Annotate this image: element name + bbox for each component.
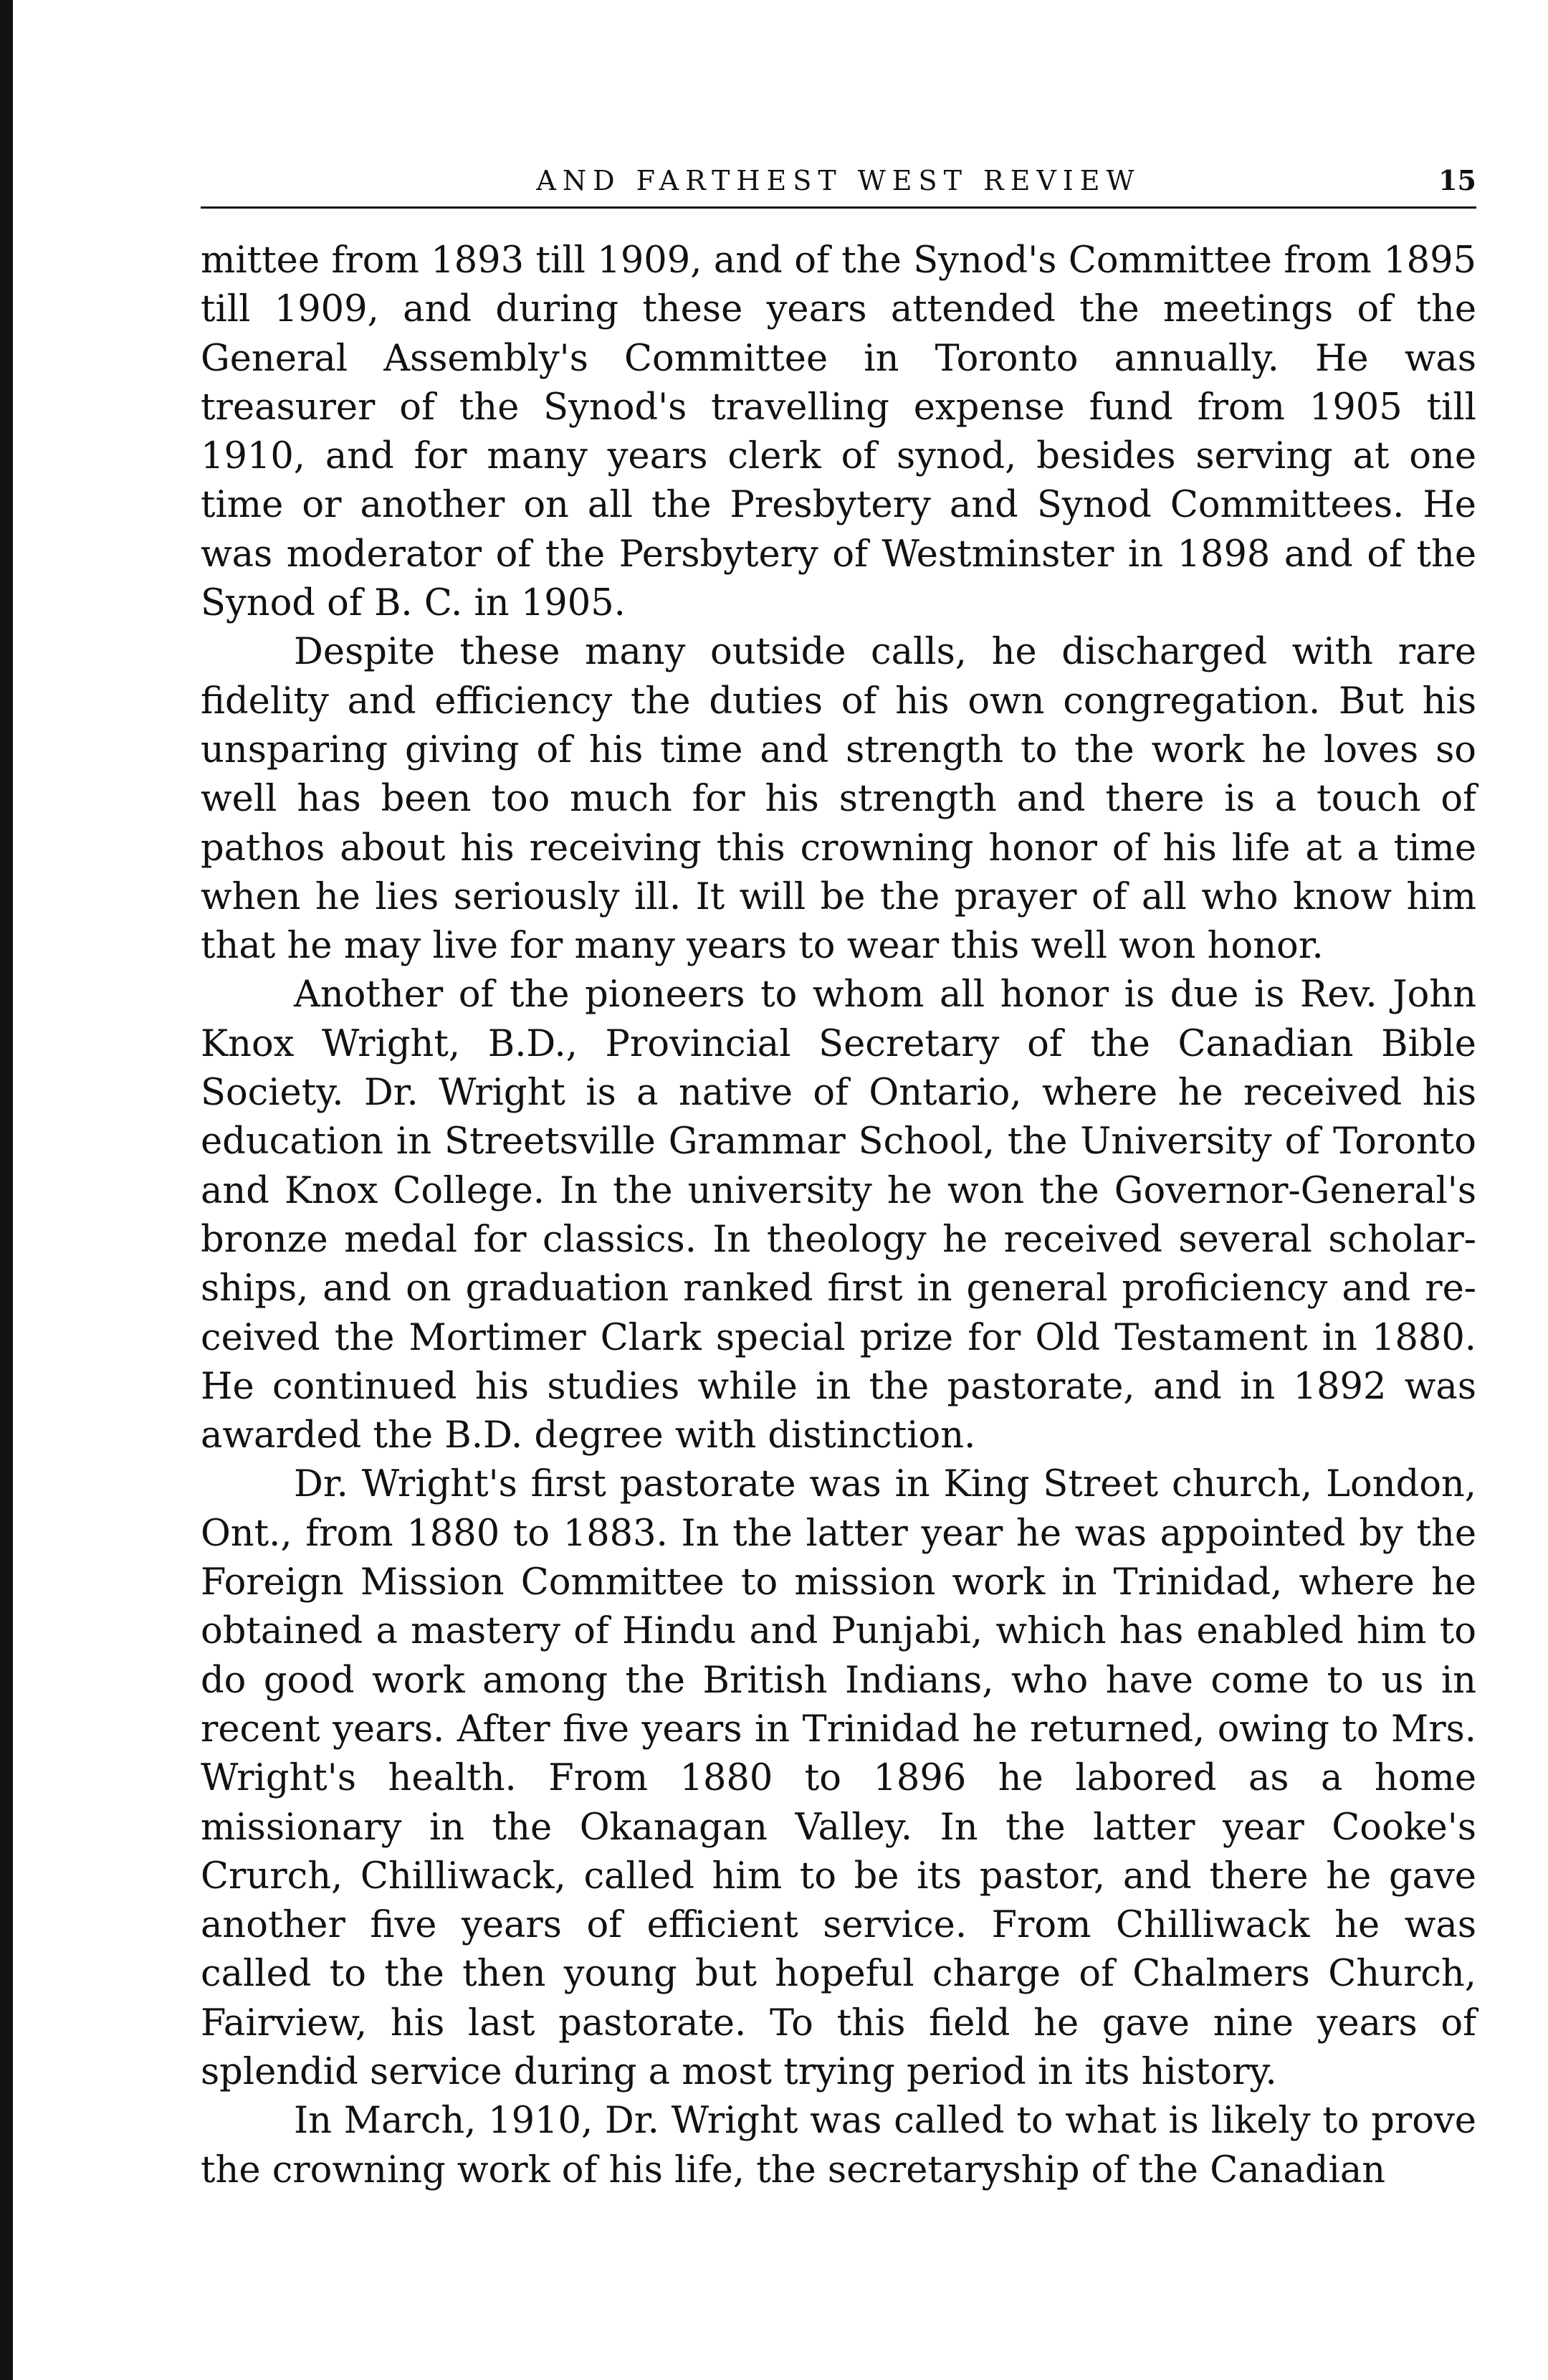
running-title: AND FARTHEST WEST REVIEW: [536, 165, 1141, 196]
paragraph-3: Another of the pioneers to whom all honor is due is Rev. John Knox Wright, B.D., Provincial Secretary of the Canadian Bible Society. Dr. Wright is a native of Ontario, where he received his education in Streetsville Grammar School, the University of Toronto and Knox College. In the university he won the Governor-General's bronze medal for classics. In theology he received several scholarships, and on graduation ranked first in general proficiency and received the Mortimer Clark special prize for Old Testament in 1880. He continued his studies while in the pastorate, and in 1892 was awarded the B.D. degree with distinction.: [201, 974, 1476, 1457]
running-head: [201, 159, 1476, 202]
binding-edge: [0, 0, 13, 2380]
paragraph-1: mittee from 1893 till 1909, and of the Synod's Committee from 1895 till 1909, and during these years attended the meetings of the General Assembly's Committee in Toronto annually. He was treasurer of the Synod's travelling expense fund from 1905 till 1910, and for many years clerk of synod, besides serving at one time or another on all the Presbytery and Synod Committees. He was moderator of the Persbytery of Westminster in 1898 and of the Synod of B. C. in 1905.: [201, 239, 1476, 625]
paragraph-5: In March, 1910, Dr. Wright was called to what is likely to prove the crowning work of his life, the secretaryship of the Canadian: [201, 2100, 1476, 2191]
page-number: 15: [1438, 164, 1476, 196]
body-text: [201, 237, 1476, 2195]
paragraph-2: Despite these many outside calls, he discharged with rare fidelity and efficiency the duties of his own congregation. But his unsparing giving of his time and strength to the work he loves so well has been too much for his strength and there is a touch of pathos about his receiving this crowning honor of his life at a time when he lies seriously ill. It will be the prayer of all who know him that he may live for many years to wear this well won honor.: [201, 631, 1476, 968]
header-rule: [201, 206, 1476, 209]
paragraph-4: Dr. Wright's first pastorate was in King Street church, London, Ont., from 1880 to 1883. In the latter year he was appointed by the Foreign Mission Committee to mission work in Trinidad, where he obtained a mastery of Hindu and Punjabi, which has enabled him to do good work among the British Indians, who have come to us in recent years. After five years in Trinidad he returned, owing to Mrs. Wright's health. From 1880 to 1896 he labored as a home missionary in the Okanagan Valley. In the latter year Cooke's Crurch, Chilliwack, called him to be its pastor, and there he gave another five years of efficient service. From Chilliwack he was called to the then young but hopeful charge of Chalmers Church, Fairview, his last pastorate. To this field he gave nine years of splendid service during a most trying period in its history.: [201, 1463, 1476, 2093]
